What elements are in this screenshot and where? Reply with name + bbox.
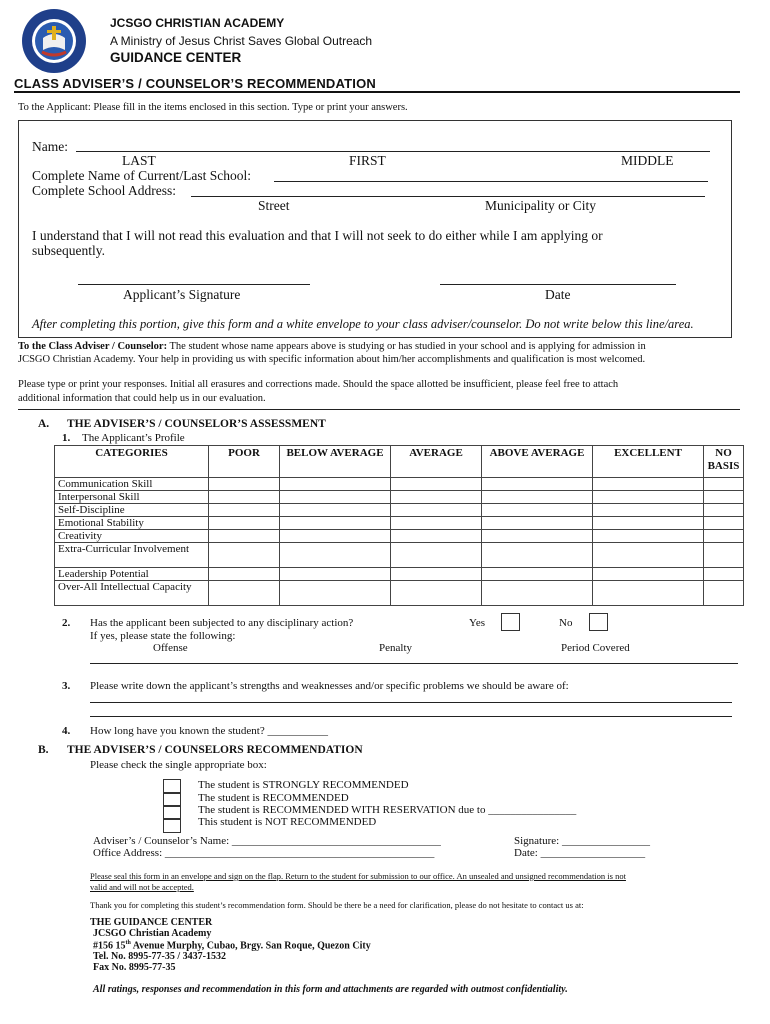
address-label: Complete School Address: [32,183,176,198]
table-row [55,517,744,530]
table-row [55,504,744,517]
item-2-subtext: If yes, please state the following: [90,630,236,642]
option-not-recommended: This student is NOT RECOMMENDED [198,816,377,828]
ministry-line: A Ministry of Jesus Christ Saves Global Outreach [110,34,373,48]
rating-cell[interactable] [482,568,593,581]
rating-cell[interactable] [593,581,704,606]
office-address-field[interactable]: Office Address: _________________________________________________ [93,847,435,859]
col-poor: POOR [209,446,280,478]
yes-label: Yes [469,617,486,629]
rating-cell[interactable] [280,568,391,581]
adviser-date-field[interactable]: Date: ___________________ [514,847,646,859]
rating-cell[interactable] [704,543,744,568]
option-recommended-with-reservation: The student is RECOMMENDED WITH RESERVATION due to ________________ [198,804,577,816]
rating-cell[interactable] [209,478,280,491]
table-row [55,568,744,581]
table-row [55,581,744,606]
category-cell: Interpersonal Skill [55,491,209,504]
middle-label: MIDDLE [621,153,674,168]
understand-line-1: I understand that I will not read this evaluation and that I will not seek to do either while I am applying or [32,228,603,243]
category-cell: Creativity [55,530,209,543]
section-a-letter: A. [38,418,50,430]
strengths-field-line-1[interactable] [90,702,732,703]
telephone: Tel. No. 8995-77-35 / 3437-1532 [93,951,226,962]
seal-instruction-line-2: valid and will not be accepted. [90,882,194,892]
rating-cell[interactable] [593,478,704,491]
name-field[interactable] [76,151,710,152]
after-completing-note: After completing this portion, give this form and a white envelope to your class adviser/counselor. Do not write below this line/area. [32,317,694,331]
col-excellent: EXCELLENT [593,446,704,478]
rating-cell[interactable] [593,504,704,517]
instructions-line-1: Please type or print your responses. Initial all erasures and corrections made. Should the space allotted be insufficient, please feel free to attach [18,379,619,390]
rating-cell[interactable] [391,517,482,530]
divider [18,409,740,410]
title-rule [14,91,740,93]
rating-cell[interactable] [482,478,593,491]
rating-cell[interactable] [482,504,593,517]
item-3-number: 3. [62,680,71,692]
date-label: Date [545,287,571,302]
rating-cell[interactable] [704,478,744,491]
street-label: Street [258,198,290,213]
category-cell: Leadership Potential [55,568,209,581]
academy-name: JCSGO Christian Academy [93,928,212,939]
rating-cell[interactable] [391,581,482,606]
offense-label: Offense [153,642,188,654]
signature-field[interactable] [78,284,310,285]
table-row [55,543,744,568]
section-b-instruction: Please check the single appropriate box: [90,759,267,771]
penalty-label: Penalty [379,642,412,654]
rating-cell[interactable] [209,491,280,504]
rating-cell[interactable] [280,517,391,530]
office-name: GUIDANCE CENTER [110,50,242,65]
col-no-basis: NO BASIS [704,446,744,478]
rating-cell[interactable] [482,530,593,543]
section-a-title: THE ADVISER’S / COUNSELOR’S ASSESSMENT [67,418,326,430]
not-recommended-checkbox[interactable] [163,818,181,833]
name-label: Name: [32,139,68,154]
academy-address [93,940,371,951]
item-1-label: The Applicant’s Profile [82,432,185,444]
rating-cell[interactable] [482,581,593,606]
rating-cell[interactable] [209,504,280,517]
item-4-number: 4. [62,725,71,737]
rating-cell[interactable] [704,517,744,530]
municipality-label: Municipality or City [485,198,596,213]
seal-instruction-line-1: Please seal this form in an envelope and sign on the flap. Return to the student for submission to our office. An unsealed and unsigned recommendation is not [90,871,626,881]
rating-cell[interactable] [280,543,391,568]
rating-cell[interactable] [391,568,482,581]
col-above-average: ABOVE AVERAGE [482,446,593,478]
rating-cell[interactable] [280,530,391,543]
no-label: No [559,617,573,629]
item-1-number: 1. [62,432,71,444]
last-label: LAST [122,153,156,168]
rating-cell[interactable] [593,568,704,581]
address-field[interactable] [191,196,705,197]
rating-cell[interactable] [593,543,704,568]
assessment-header-row [55,446,744,478]
rating-cell[interactable] [280,478,391,491]
rating-cell[interactable] [704,568,744,581]
applicant-instruction: To the Applicant: Please fill in the items enclosed in this section. Type or print your answers. [18,102,408,113]
rating-cell[interactable] [482,517,593,530]
item-2-question: Has the applicant been subjected to any disciplinary action? [90,617,354,629]
col-categories: CATEGORIES [55,446,209,478]
adviser-intro-rest: The student whose name appears above is studying or has studied in your school and is applying for admission in [167,341,646,352]
rating-cell[interactable] [209,543,280,568]
school-name: JCSGO CHRISTIAN ACADEMY [110,16,285,30]
rating-cell[interactable] [704,491,744,504]
section-b-title: THE ADVISER’S / COUNSELORS RECOMMENDATION [67,744,363,756]
rating-cell[interactable] [209,581,280,606]
col-below-average: BELOW AVERAGE [280,446,391,478]
rating-cell[interactable] [280,491,391,504]
strengths-field-line-2[interactable] [90,716,732,717]
rating-cell[interactable] [704,504,744,517]
rating-cell[interactable] [280,581,391,606]
table-row [55,491,744,504]
rating-cell[interactable] [391,504,482,517]
disciplinary-details-field[interactable] [90,663,738,664]
category-cell: Over-All Intellectual Capacity [55,581,209,606]
address-suffix: th [125,940,131,946]
rating-cell[interactable] [209,568,280,581]
section-b-letter: B. [38,744,49,756]
item-2-number: 2. [62,617,71,629]
category-cell: Communication Skill [55,478,209,491]
rating-cell[interactable] [391,478,482,491]
rating-cell[interactable] [593,530,704,543]
rating-cell[interactable] [482,491,593,504]
signature-label: Applicant’s Signature [123,287,241,302]
item-4-question: How long have you known the student? ___________ [90,725,328,737]
adviser-intro-lead: To the Class Adviser / Counselor: [18,341,168,352]
first-label: FIRST [349,153,386,168]
understand-line-2: subsequently. [32,243,105,258]
rating-cell[interactable] [391,491,482,504]
adviser-name-field[interactable]: Adviser’s / Counselor’s Name: ______________________________________ [93,835,441,847]
category-cell: Emotional Stability [55,517,209,530]
instructions-line-2: additional information that could help us in our evaluation. [18,393,266,404]
period-covered-label: Period Covered [561,642,630,654]
assessment-table [54,445,744,606]
rating-cell[interactable] [593,517,704,530]
rating-cell[interactable] [280,504,391,517]
option-strongly-recommended: The student is STRONGLY RECOMMENDED [198,779,409,791]
rating-cell[interactable] [593,491,704,504]
school-field[interactable] [274,181,708,182]
adviser-intro-line-2: JCSGO Christian Academy. Your help in providing us with specific information about him/her accomplishments and qualification is most welcomed. [18,354,646,365]
thank-you-note: Thank you for completing this student’s recommendation form. Should be there be a need for clarification, please do not hesitate to contact us at: [90,900,584,910]
table-row [55,478,744,491]
date-field[interactable] [440,284,676,285]
adviser-intro-line-1 [18,341,738,352]
address-street: Avenue Murphy, Cubao, Brgy. San Roque, Quezon City [130,940,371,952]
school-label: Complete Name of Current/Last School: [32,168,251,183]
col-average: AVERAGE [391,446,482,478]
item-3-question: Please write down the applicant’s strengths and weaknesses and/or specific problems we should be aware of: [90,680,569,692]
form-title: CLASS ADVISER’S / COUNSELOR’S RECOMMENDATION [14,76,376,91]
option-recommended: The student is RECOMMENDED [198,792,349,804]
table-row [55,530,744,543]
rating-cell[interactable] [704,530,744,543]
fax: Fax No. 8995-77-35 [93,962,176,973]
rating-cell[interactable] [209,517,280,530]
no-checkbox[interactable] [589,613,608,631]
rating-cell[interactable] [391,530,482,543]
rating-cell[interactable] [482,543,593,568]
confidentiality-note: All ratings, responses and recommendation in this form and attachments are regarded with outmost confidentiality. [93,984,568,995]
rating-cell[interactable] [209,530,280,543]
category-cell: Self-Discipline [55,504,209,517]
adviser-signature-field[interactable]: Signature: ________________ [514,835,650,847]
guidance-center-heading: THE GUIDANCE CENTER [90,917,213,928]
category-cell: Extra-Curricular Involvement [55,543,209,568]
yes-checkbox[interactable] [501,613,520,631]
rating-cell[interactable] [704,581,744,606]
school-logo [16,8,92,74]
rating-cell[interactable] [391,543,482,568]
address-number: #156 15 [93,940,126,952]
